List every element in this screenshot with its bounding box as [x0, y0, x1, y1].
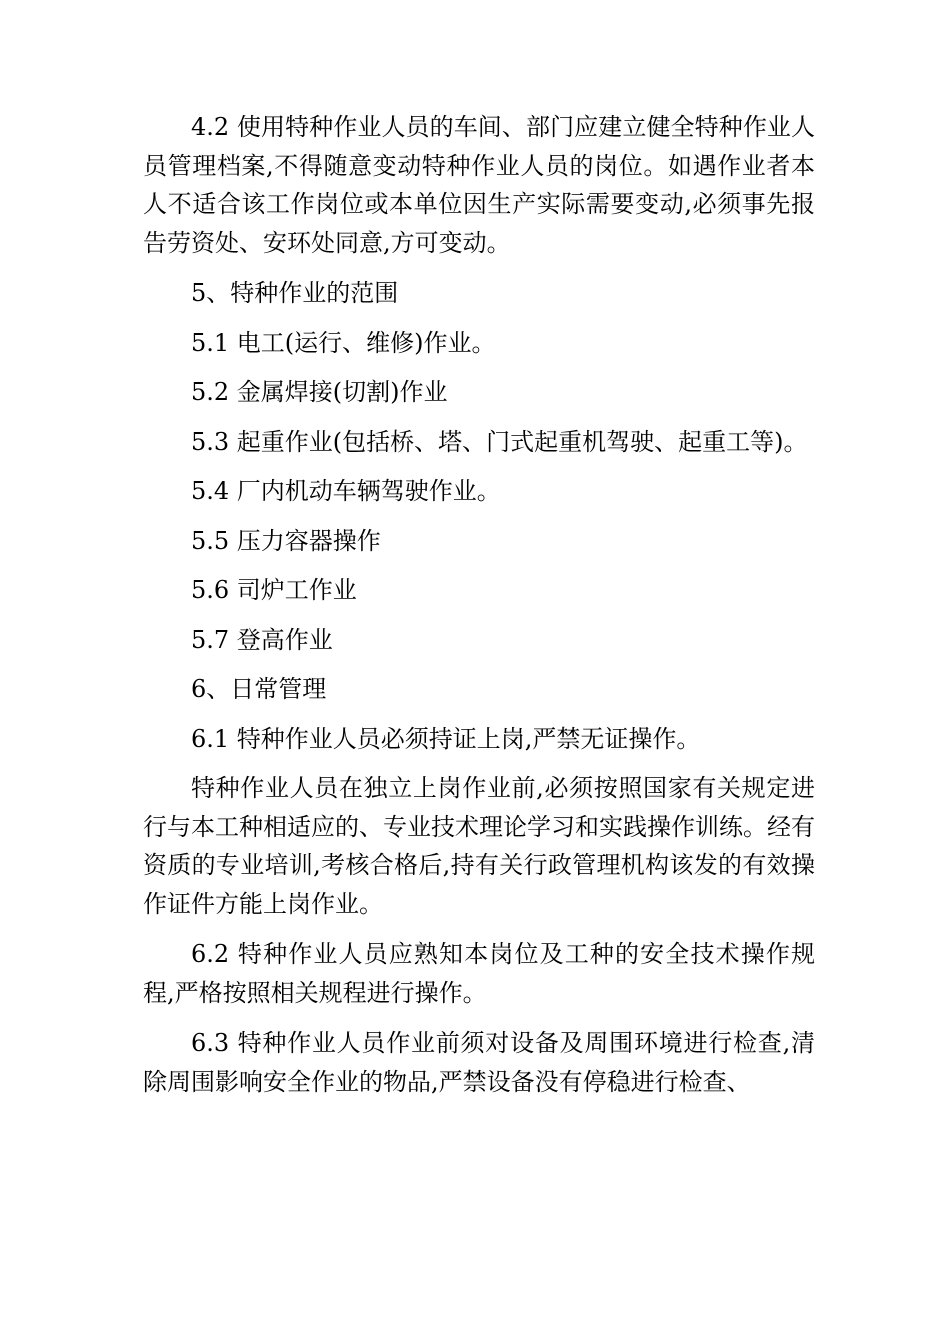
- list-item-5-4: 5.4 厂内机动车辆驾驶作业。: [191, 477, 501, 505]
- paragraph-6-1: 6.1 特种作业人员必须持证上岗,严禁无证操作。: [191, 724, 701, 753]
- list-item-5-3: 5.3 起重作业(包括桥、塔、门式起重机驾驶、起重工等)。: [191, 427, 808, 456]
- paragraph-training: 特种作业人员在独立上岗作业前,必须按照国家有关规定进行与本工种相适应的、专业技术理论学习和实践操作训练。经有资质的专业培训,考核合格后,持有关行政管理机构该发的有效操作证件方能上岗作业。: [143, 774, 815, 918]
- document-page: [143, 108, 815, 1113]
- list-item-5-1: 5.1 电工(运行、维修)作业。: [191, 328, 496, 357]
- list-item-5-7: 5.7 登高作业: [191, 625, 333, 654]
- list-item-5-5: 5.5 压力容器操作: [191, 526, 381, 555]
- paragraph-6-2: 6.2 特种作业人员应熟知本岗位及工种的安全技术操作规程,严格按照相关规程进行操作。: [143, 940, 815, 1007]
- paragraph-4-2: 4.2 使用特种作业人员的车间、部门应建立健全特种作业人员管理档案,不得随意变动特种作业人员的岗位。如遇作业者本人不适合该工作岗位或本单位因生产实际需要变动,必须事先报告劳资处、安环处同意,方可变动。: [143, 113, 815, 257]
- heading-5-scope: 5、特种作业的范围: [191, 279, 399, 307]
- heading-6-daily-management: 6、日常管理: [191, 675, 327, 703]
- list-item-5-6: 5.6 司炉工作业: [191, 576, 357, 604]
- list-item-5-2: 5.2 金属焊接(切割)作业: [191, 378, 448, 406]
- paragraph-6-3: 6.3 特种作业人员作业前须对设备及周围环境进行检查,清除周围影响安全作业的物品,严禁设备没有停稳进行检查、: [143, 1029, 815, 1096]
